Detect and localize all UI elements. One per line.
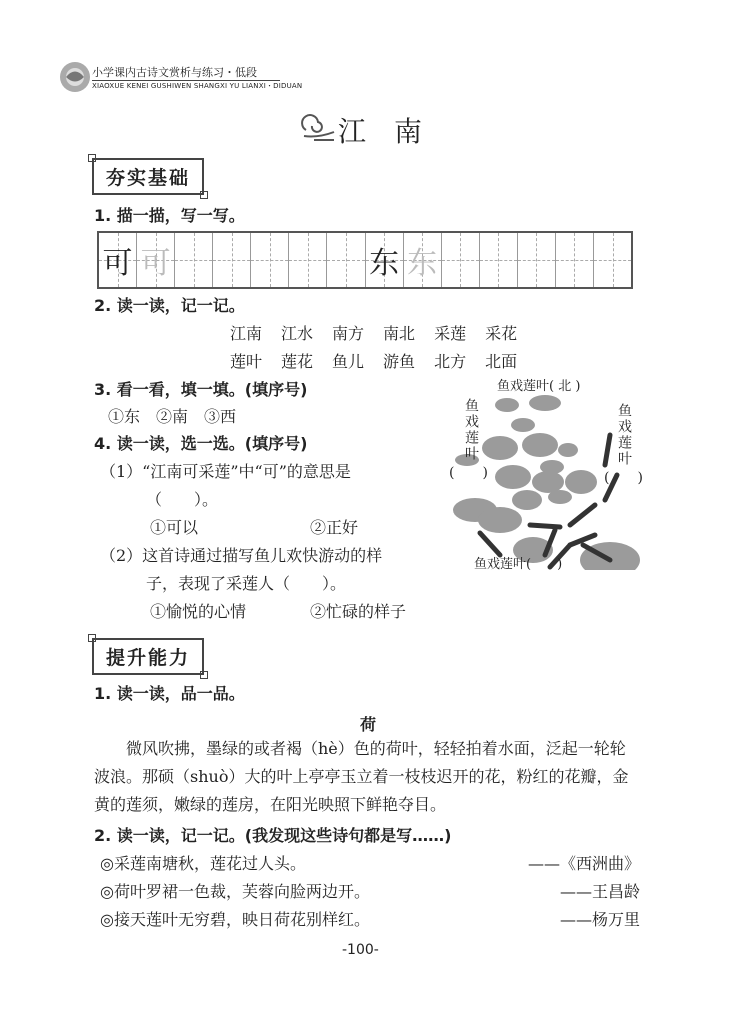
q4-sub1-blank[interactable]: （ ）。 [146,490,219,509]
poem-source: ——《西洲曲》 [527,854,640,873]
figure-blank-left[interactable]: ( ) [449,465,488,481]
vocab-word: 采莲 [434,324,467,343]
grid-cell[interactable] [99,233,137,287]
poem-line: ◎接天莲叶无穷碧，映日荷花别样红。 [100,910,370,929]
poem-line: ◎采莲南塘秋，莲花过人头。 [100,854,306,873]
passage-text: 微风吹拂，墨绿的或者褐（hè）色的荷叶，轻轻拍着水面，泛起一轮轮波浪。那硕（shuò）大的叶上亭亭玉立着一枝枝迟开的花，粉红的花瓣，金黄的莲须，嫩绿的莲房，在阳光映照下鲜艳夺目。 [94,739,629,814]
grid-cell[interactable] [442,233,480,287]
poem-line: ◎荷叶罗裙一色裁，芙蓉向脸两边开。 [100,882,370,901]
reading-q1-prompt: 1. 读一读，品一品。 [94,684,245,703]
cloud-ornament-icon [300,112,336,142]
grid-cell[interactable] [137,233,175,287]
reading-q2-prompt: 2. 读一读，记一记。(我发现这些诗句都是写……) [94,826,452,845]
figure-blank-right[interactable]: ( ) [604,470,643,486]
q4-sub2-option-2: ②忙碌的样子 [310,602,407,621]
header-subtitle: XIAOXUE KENEI GUSHIWEN SHANGXI YU LIANXI・DIDUAN [92,82,303,90]
grid-cell[interactable] [556,233,594,287]
poem-source: ——王昌龄 [559,882,640,901]
q4-sub2-text-2: 子，表现了采莲人（ ）。 [146,574,347,593]
q4-sub2-option-1: ①愉悦的心情 [150,602,247,621]
q4-sub1-option-1: ①可以 [150,518,199,537]
vocab-word: 莲叶 [230,352,263,371]
figure-label-right: 鱼戏莲叶 [616,403,632,467]
section-label-improve: 提升能力 [92,638,204,675]
vocab-word: 南方 [332,324,365,343]
grid-char: 可 [102,246,133,281]
q4-prompt: 4. 读一读，选一选。(填序号) [94,434,308,453]
vocab-word: 江南 [230,324,263,343]
grid-cell[interactable] [327,233,365,287]
q4-sub1-option-2: ②正好 [310,518,359,537]
grid-cell[interactable] [175,233,213,287]
q4-sub1-text: （1）“江南可采莲”中“可”的意思是 [100,462,351,481]
figure-label-bottom: 鱼戏莲叶( ) [474,557,563,572]
vocab-word: 采花 [485,324,518,343]
grid-cell[interactable] [480,233,518,287]
grid-cell[interactable] [213,233,251,287]
q2-prompt: 2. 读一读，记一记。 [94,296,245,315]
vocab-word: 北方 [434,352,467,371]
vocab-word: 鱼儿 [332,352,365,371]
poem-source: ——杨万里 [559,910,640,929]
q1-prompt: 1. 描一描，写一写。 [94,206,245,225]
grid-char: 可 [140,246,171,281]
page-number: -100- [342,942,379,958]
grid-cell[interactable] [404,233,442,287]
q4-sub2-text: （2）这首诗通过描写鱼儿欢快游动的样 [100,546,383,565]
grid-cell[interactable] [518,233,556,287]
figure-label-left: 鱼戏莲叶 [463,398,479,462]
q3-prompt: 3. 看一看，填一填。(填序号) [94,380,308,399]
grid-cell[interactable] [594,233,631,287]
writing-grid [97,231,633,289]
passage-title: 荷 [360,715,377,734]
word-row-2 [230,349,536,372]
grid-cell[interactable] [251,233,289,287]
grid-char: 东 [407,246,438,281]
vocab-word: 北面 [485,352,518,371]
figure-label-top: 鱼戏莲叶( 北 ) [497,379,581,394]
q3-options: ①东 ②南 ③西 [108,407,237,426]
grid-char: 东 [369,246,400,281]
grid-cell[interactable] [289,233,327,287]
vocab-word: 游鱼 [383,352,416,371]
lesson-title: 江 南 [338,115,423,148]
vocab-word: 南北 [383,324,416,343]
vocab-word: 莲花 [281,352,314,371]
section-label-basics: 夯实基础 [92,158,204,195]
word-row-1 [230,321,536,344]
header-title: 小学课内古诗文赏析与练习・低段 [92,64,280,81]
vocab-word: 江水 [281,324,314,343]
grid-cell[interactable] [366,233,404,287]
dragon-emblem-icon [58,60,92,94]
